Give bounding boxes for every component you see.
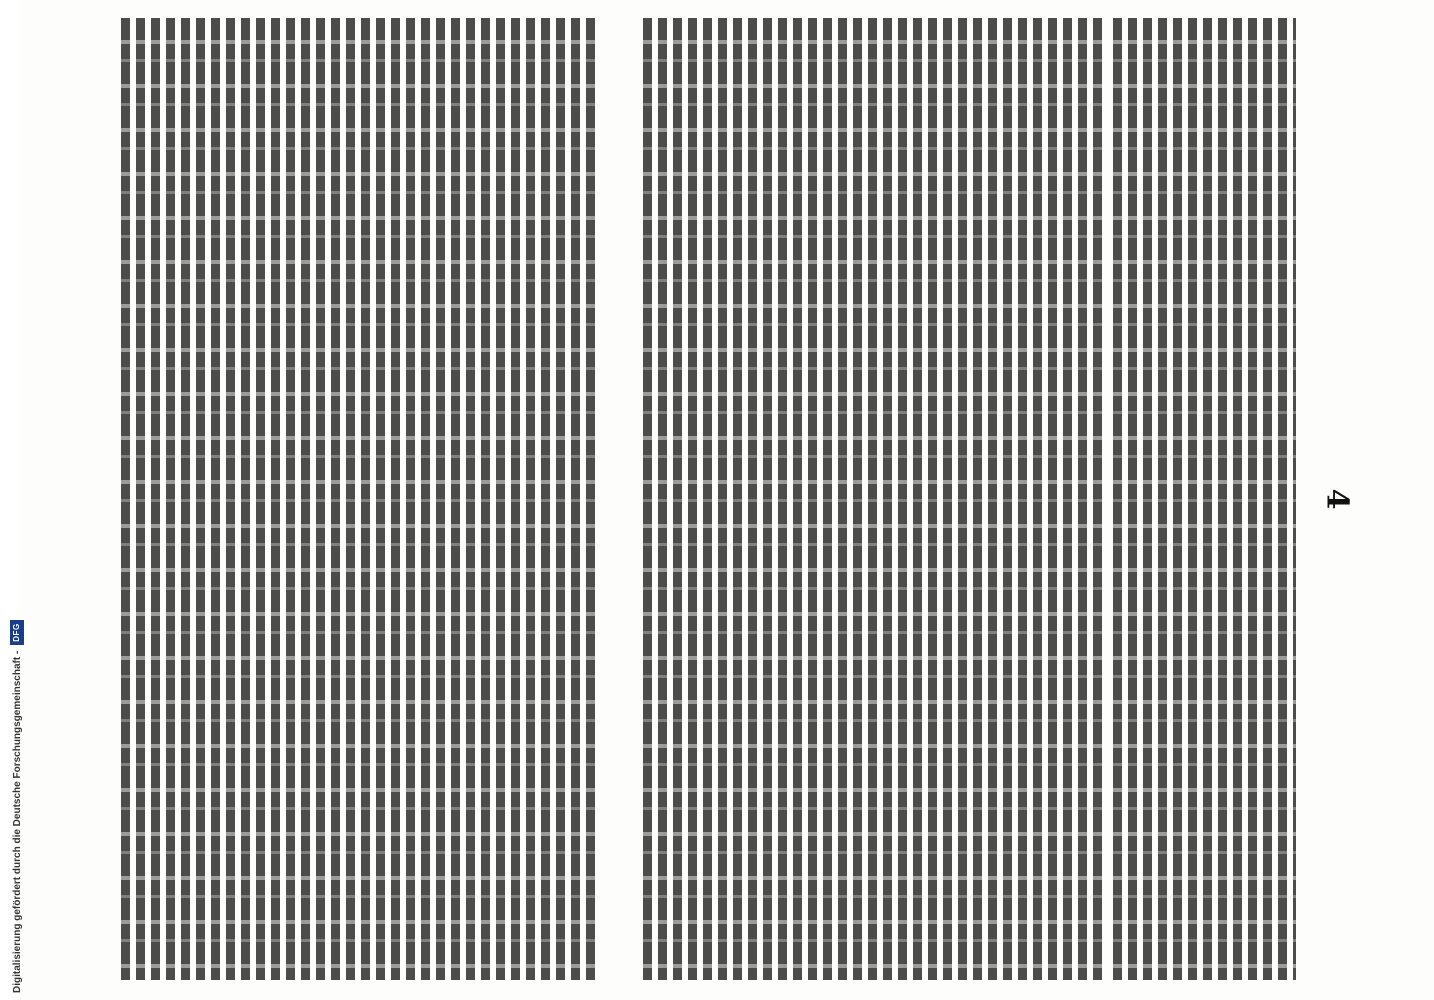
text-column-right [1110, 18, 1296, 980]
dfg-logo-icon: DFG [10, 620, 24, 644]
text-column-middle [640, 18, 1106, 980]
text-column-left [118, 18, 600, 980]
digitization-footer [10, 620, 24, 993]
footer-credit-text: Digitalisierung gefördert durch die Deutsche Forschungsgemeinschaft - [11, 650, 23, 993]
page-number: 4 [1319, 488, 1355, 510]
